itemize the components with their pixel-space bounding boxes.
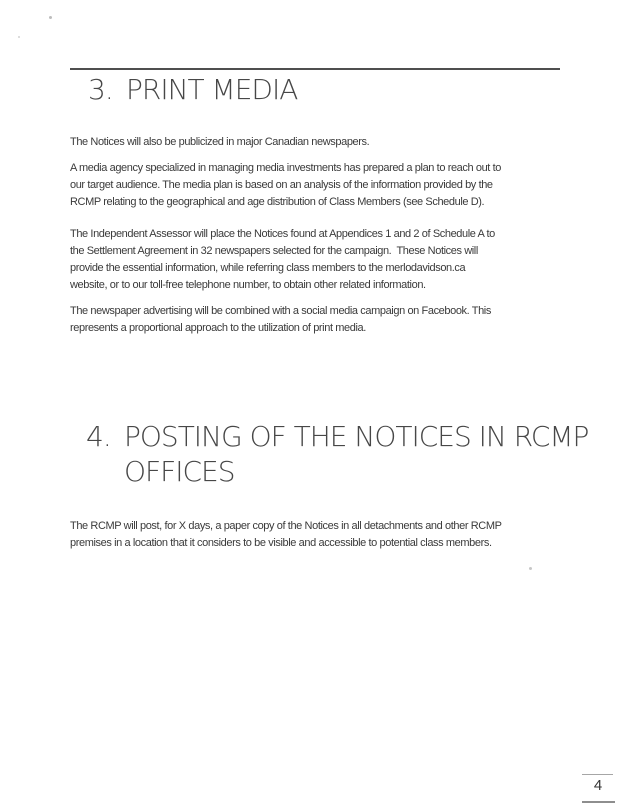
paragraph-media-agency [70, 160, 501, 211]
body-line: The Independent Assessor will place the Notices found at Appendices 1 and 2 of Schedule A to [70, 228, 495, 240]
body-line: the Settlement Agreement in 32 newspapers selected for the campaign. These Notices will [70, 245, 478, 257]
section-3-heading [88, 72, 297, 107]
body-line: The RCMP will post, for X days, a paper copy of the Notices in all detachments and other RCMP [70, 520, 502, 532]
body-line: RCMP relating to the geographical and age distribution of Class Members (see Schedule D). [70, 196, 485, 208]
paragraph-independent-assessor [70, 226, 495, 294]
section-4-title-line: POSTING OF THE NOTICES IN RCMP [124, 420, 589, 453]
section-4-number: 4. [86, 420, 111, 453]
body-line: The Notices will also be publicized in major Canadian newspapers. [70, 136, 370, 148]
section-4-heading [86, 419, 588, 489]
section-4-title-line: OFFICES [124, 455, 235, 488]
body-line: A media agency specialized in managing media investments has prepared a plan to reach out to [70, 162, 501, 174]
body-line: provide the essential information, while referring class members to the merlodavidson.ca [70, 262, 466, 274]
paragraph-rcmp-posting [70, 518, 502, 552]
footer-rule-top [582, 774, 613, 775]
body-line: The newspaper advertising will be combined with a social media campaign on Facebook. This [70, 305, 491, 317]
scan-speck [18, 36, 20, 38]
section-3-rule [70, 68, 560, 70]
section-3-title-line: PRINT MEDIA [126, 73, 298, 106]
scan-speck [529, 567, 532, 570]
section-3-number: 3. [88, 73, 113, 106]
paragraph-notices-publicized [70, 134, 369, 151]
section-4-title [124, 419, 588, 489]
paragraph-newspaper-advertising [70, 303, 491, 337]
scan-speck [49, 16, 52, 19]
body-line: represents a proportional approach to the utilization of print media. [70, 322, 366, 334]
section-3-title [126, 72, 297, 107]
body-line: our target audience. The media plan is based on an analysis of the information provided by the [70, 179, 493, 191]
body-line: website, or to our toll-free telephone number, to obtain other related information. [70, 279, 426, 291]
body-line: premises in a location that it considers to be visible and accessible to potential class members. [70, 537, 492, 549]
page-number: 4 [593, 777, 603, 794]
footer-rule-bottom [582, 801, 615, 803]
